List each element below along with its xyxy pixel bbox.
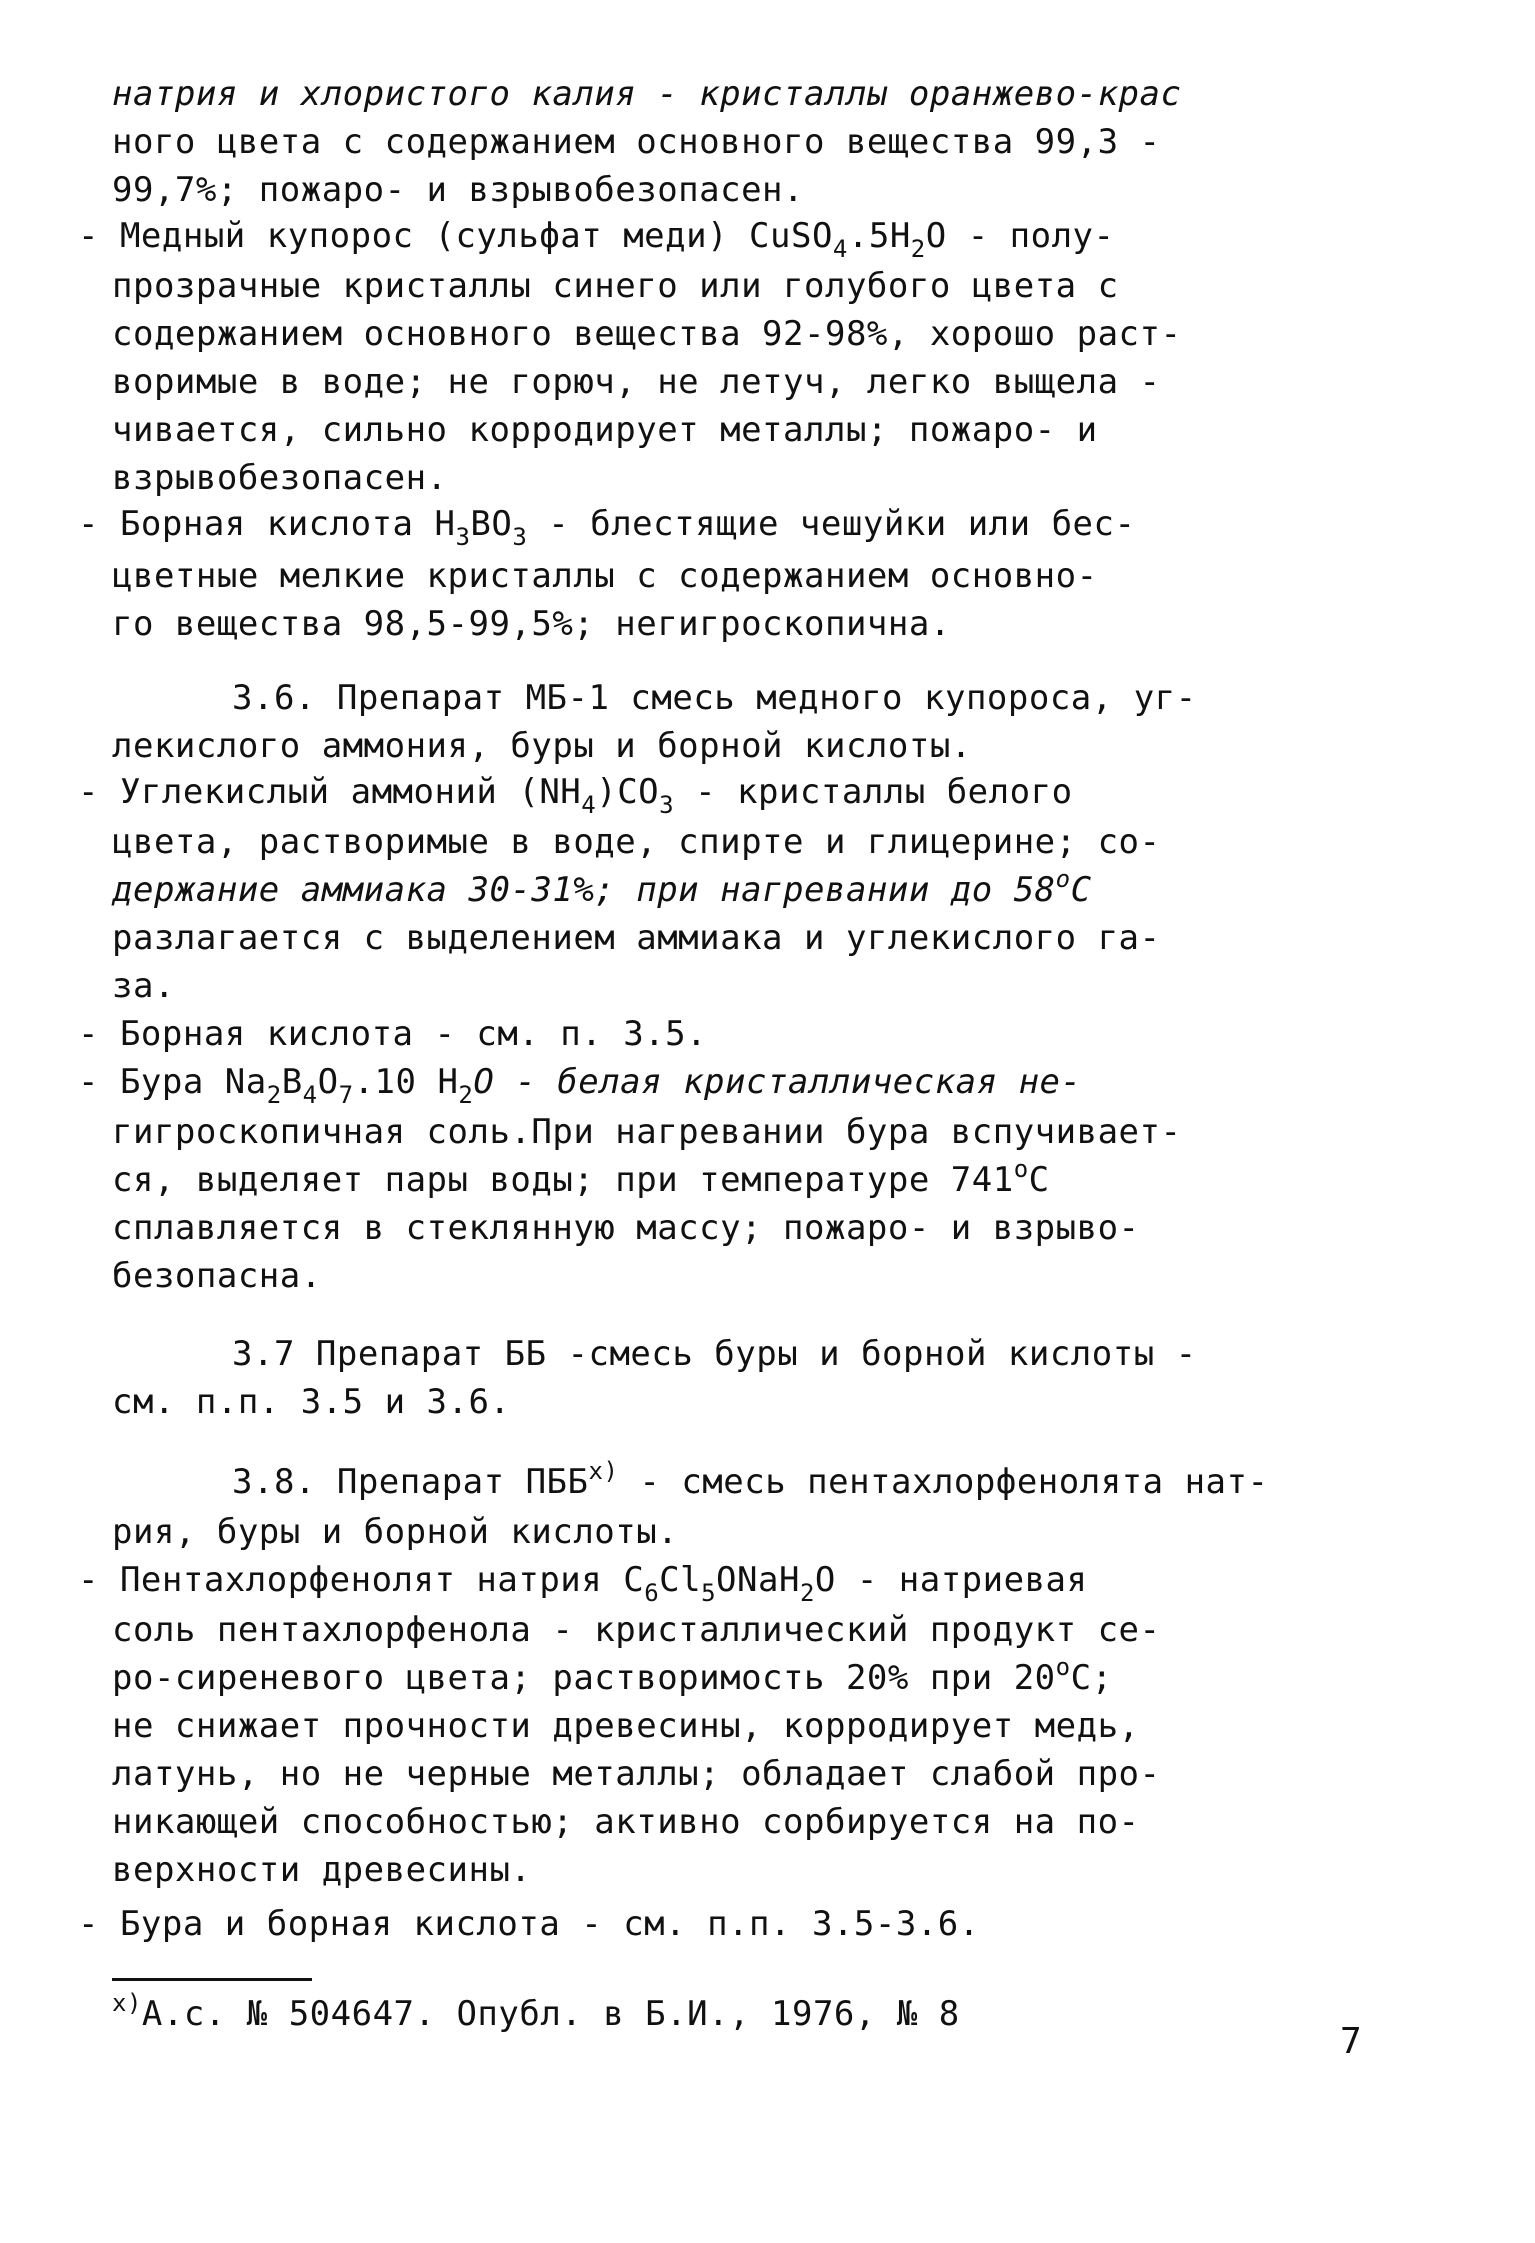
text-fragment: - блестящие чешуйки или бес- xyxy=(527,504,1136,544)
text-fragment: Cl xyxy=(659,1560,702,1600)
text-line: 99,7%; пожаро- и взрывобезопасен. xyxy=(112,170,805,210)
text-fragment: - Пентахлорфенолят натрия C xyxy=(78,1560,645,1600)
text-line: натрия и хлористого калия - кристаллы оранжево-крас xyxy=(112,74,1182,114)
text-fragment: ONaH xyxy=(716,1560,800,1600)
text-line: цвета, растворимые в воде, спирте и глицерине; со- xyxy=(112,822,1161,862)
text-fragment: - Углекислый аммоний (NH xyxy=(78,772,582,812)
text-fragment: C xyxy=(1070,870,1092,910)
text-fragment: - смесь пентахлорфенолята нат- xyxy=(618,1462,1269,1502)
text-fragment: ся, выделяет пары воды; при температуре 741 xyxy=(112,1160,1014,1200)
text-line xyxy=(112,866,1092,914)
subscript: 2 xyxy=(458,1081,474,1109)
text-line: не снижает прочности древесины, корродирует медь, xyxy=(112,1706,1140,1746)
text-fragment: O - полу- xyxy=(925,216,1115,256)
text-line xyxy=(112,1156,1050,1204)
subscript: 4 xyxy=(302,1081,318,1109)
text-fragment: 3.8. Препарат ПББ xyxy=(232,1462,589,1502)
subscript: 3 xyxy=(455,523,471,551)
superscript: o xyxy=(1055,865,1071,893)
text-line: чивается, сильно корродирует металлы; пожаро- и xyxy=(112,410,1098,450)
subscript: 5 xyxy=(701,1579,717,1607)
text-line xyxy=(112,1654,1113,1702)
footnote-text: А.с. № 504647. Опубл. в Б.И., 1976, № 8 xyxy=(141,1994,960,2034)
text-line: ного цвета с содержанием основного вещества 99,3 - xyxy=(112,122,1161,162)
list-item-pentachlorophenolate xyxy=(78,1556,1088,1607)
text-fragment: - Бура Na xyxy=(78,1062,267,1102)
text-line: гигроскопичная соль.При нагревании бура вспучивает- xyxy=(112,1112,1182,1152)
section-heading-3-7: 3.7 Препарат ББ -смесь буры и борной кислоты - xyxy=(232,1334,1197,1374)
text-fragment: - Медный купорос (сульфат меди) CuSO xyxy=(78,216,833,256)
text-fragment: .10 H xyxy=(353,1062,459,1102)
subscript: 3 xyxy=(512,523,528,551)
superscript: o xyxy=(1055,1653,1071,1681)
subscript: 2 xyxy=(910,235,926,263)
text-line: содержанием основного вещества 92-98%, хорошо раст- xyxy=(112,314,1182,354)
subscript: 4 xyxy=(581,791,597,819)
text-fragment: O - натриевая xyxy=(814,1560,1088,1600)
list-item-boric-acid xyxy=(78,500,1136,551)
subscript: 7 xyxy=(338,1081,354,1109)
text-line: сплавляется в стеклянную массу; пожаро- и взрыво- xyxy=(112,1208,1140,1248)
text-line: см. п.п. 3.5 и 3.6. xyxy=(112,1382,511,1422)
text-line: прозрачные кристаллы синего или голубого цвета с xyxy=(112,266,1119,306)
text-line: взрывобезопасен. xyxy=(112,458,448,498)
list-item-copper-sulfate xyxy=(78,212,1115,263)
subscript: 6 xyxy=(644,1579,660,1607)
section-heading-3-6: 3.6. Препарат МБ-1 смесь медного купороса, уг- xyxy=(232,678,1197,718)
text-line: за. xyxy=(112,966,175,1006)
subscript: 4 xyxy=(832,235,848,263)
text-line: цветные мелкие кристаллы с содержанием основно- xyxy=(112,556,1098,596)
text-fragment: C; xyxy=(1070,1658,1113,1698)
footnote xyxy=(112,1990,960,2038)
subscript: 2 xyxy=(799,1579,815,1607)
list-item-boric-acid-ref: - Борная кислота - см. п. 3.5. xyxy=(78,1014,708,1054)
section-heading-3-8 xyxy=(232,1458,1268,1506)
text-line: го вещества 98,5-99,5%; негигроскопична. xyxy=(112,604,951,644)
text-line: безопасна. xyxy=(112,1256,322,1296)
text-line: соль пентахлорфенола - кристаллический продукт се- xyxy=(112,1610,1161,1650)
text-fragment: - кристаллы белого xyxy=(674,772,1073,812)
text-line: разлагается с выделением аммиака и углекислого га- xyxy=(112,918,1161,958)
text-fragment: B xyxy=(281,1062,303,1102)
list-item-borax-boric-ref: - Бура и борная кислота - см. п.п. 3.5-3.6. xyxy=(78,1904,980,1944)
text-fragment: держание аммиака 30-31%; при нагревании до 58 xyxy=(112,870,1056,910)
list-item-borax xyxy=(78,1058,1082,1109)
text-fragment: O - белая кристаллическая не- xyxy=(473,1062,1082,1102)
footnote-marker: x) xyxy=(112,1989,142,2017)
list-item-ammonium-carbonate xyxy=(78,768,1073,819)
text-line: латунь, но не черные металлы; обладает слабой про- xyxy=(112,1754,1161,1794)
text-line: верхности древесины. xyxy=(112,1850,532,1890)
text-fragment: - Борная кислота H xyxy=(78,504,456,544)
subscript: 3 xyxy=(659,791,675,819)
text-line: рия, буры и борной кислоты. xyxy=(112,1512,679,1552)
text-fragment: ро-сиреневого цвета; растворимость 20% при 20 xyxy=(112,1658,1056,1698)
text-fragment: .5H xyxy=(847,216,911,256)
page-number: 7 xyxy=(1340,2021,1363,2062)
text-line: никающей способностью; активно сорбируется на по- xyxy=(112,1802,1140,1842)
superscript: o xyxy=(1013,1155,1029,1183)
text-fragment: )CO xyxy=(596,772,660,812)
text-line: лекислого аммония, буры и борной кислоты. xyxy=(112,726,972,766)
text-line: воримые в воде; не горюч, не летуч, легко выщела - xyxy=(112,362,1161,402)
footnote-divider xyxy=(112,1978,312,1981)
text-fragment: O xyxy=(317,1062,339,1102)
text-fragment: C xyxy=(1028,1160,1050,1200)
text-fragment: BO xyxy=(470,504,513,544)
footnote-marker: x) xyxy=(588,1457,619,1485)
subscript: 2 xyxy=(266,1081,282,1109)
